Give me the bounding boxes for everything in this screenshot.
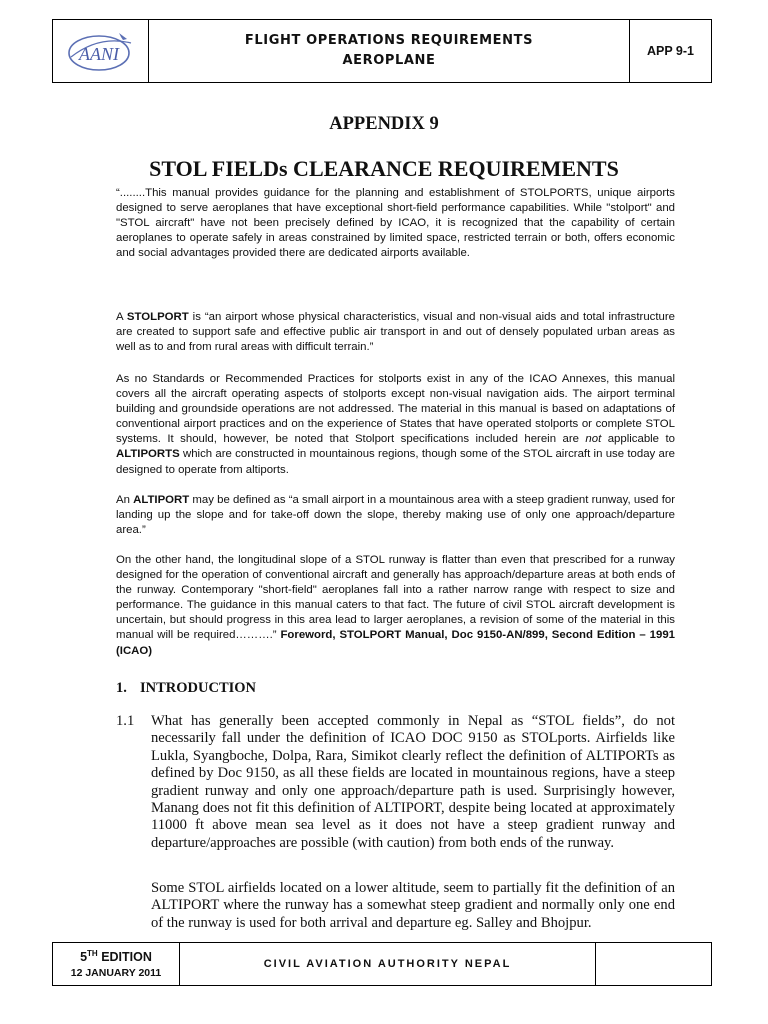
authority-name: CIVIL AVIATION AUTHORITY NEPAL (180, 943, 596, 985)
header-title (149, 20, 630, 82)
header-title-line1: FLIGHT OPERATIONS REQUIREMENTS (244, 33, 534, 48)
quote-paragraph-1: “........This manual provides guidance for the planning and establishment of STOLPORTS, unique airports designed to serve aeroplanes that have exceptional short-field performance capabilities. While "stolport" and "STOL aircraft" have not been precisely defined by ICAO, it is recognized that the capability of certain aeroplanes to operate safely in areas constrained by limited space, restricted terrain or both, offers economic and social advantages provided there are dedicated airports available. (116, 187, 675, 260)
appendix-heading: APPENDIX 9 (329, 114, 439, 134)
page-header (52, 19, 712, 83)
logo-cell (53, 20, 149, 82)
page-code: APP 9-1 (646, 44, 694, 58)
quote-paragraph-2: A STOLPORT is “an airport whose physical characteristics, visual and non-visual aids and total infrastructure are created to support safe and effective public air transport in and out of densely populated urban areas as well as to and from rural areas with difficult terrain.” (116, 311, 675, 354)
quote-paragraph-5: On the other hand, the longitudinal slope of a STOL runway is flatter than even that prescribed for a runway designed for the operation of conventional aircraft and generally has approach/departure areas at both ends of the runway. Contemporary "short-field" aeroplanes fall into a rather narrow range with respect to size and performance. The guidance in this manual caters to that fact. The future of civil STOL aircraft development is uncertain, but should progress in this area lead to larger aeroplanes, a revision of some of the material in this manual will be required……….” Foreword, STOLPORT Manual, Doc 9150-AN/899, Second Edition – 1991 (ICAO) (116, 554, 675, 657)
quote-paragraph-3: As no Standards or Recommended Practices for stolports exist in any of the ICAO Annexes, this manual covers all the aircraft operating aspects of stolports except non-visual navigation aids. The airport terminal building and groundside operations are not addressed. The material in this manual is based on adaptations of conventional airport practices and on the experience of States that have operated stolports or complete STOL systems. It should, however, be noted that Stolport specifications included herein are not applicable to ALTIPORTS which are constructed in mountainous regions, though some of the STOL aircraft in use today are designed to operate from altiports. (116, 373, 675, 476)
paragraph-1-1-text: What has generally been accepted commonly in Nepal as “STOL fields”, do not necessarily fall under the definition of ICAO DOC 9150 as STOLports. Airfields like Lukla, Syangboche, Dolpa, Rara, Simikot clearly reflect the definition of ALTIPORTs as defined by Doc 9150, as all these fields are located in mountainous regions, have a steep gradient runway and only one approach/departure path is used. Surprisingly however, Manang does not fit this definition of ALTIPORT, despite being located at approximately 11000 ft above mean sea level as it does not have a steep gradient runway and departure/approaches are possible (with caution) from both ends of the runway. (151, 713, 675, 851)
quote-paragraph-4: An ALTIPORT may be defined as “a small airport in a mountainous area with a steep gradient runway, used for landing up the slope and for take-off down the slope, thereby making use of only one approach/departure area.” (116, 494, 675, 537)
edition-label: 5TH EDITION (80, 949, 152, 965)
caan-logo-icon (61, 27, 141, 75)
paragraph-number: 1.1 (116, 713, 135, 729)
header-title-line2: AEROPLANE (342, 53, 436, 68)
edition-date: 12 JANUARY 2011 (70, 966, 162, 979)
section-title: INTRODUCTION (140, 680, 257, 696)
section-number: 1. (116, 680, 127, 696)
edition-cell (53, 943, 180, 985)
paragraph-1-1-continued: Some STOL airfields located on a lower altitude, seem to partially fit the definition of an ALTIPORT where the runway has a somewhat steep gradient and normally only one end of the runway is used for both arrival and departure eg. Salley and Bhojpur. (151, 880, 675, 931)
page-footer (52, 942, 712, 986)
section-heading (116, 680, 256, 697)
footer-blank-cell (596, 943, 711, 985)
logo-text: AANI (78, 44, 119, 64)
page-title: STOL FIELDs CLEARANCE REQUIREMENTS (149, 156, 619, 181)
